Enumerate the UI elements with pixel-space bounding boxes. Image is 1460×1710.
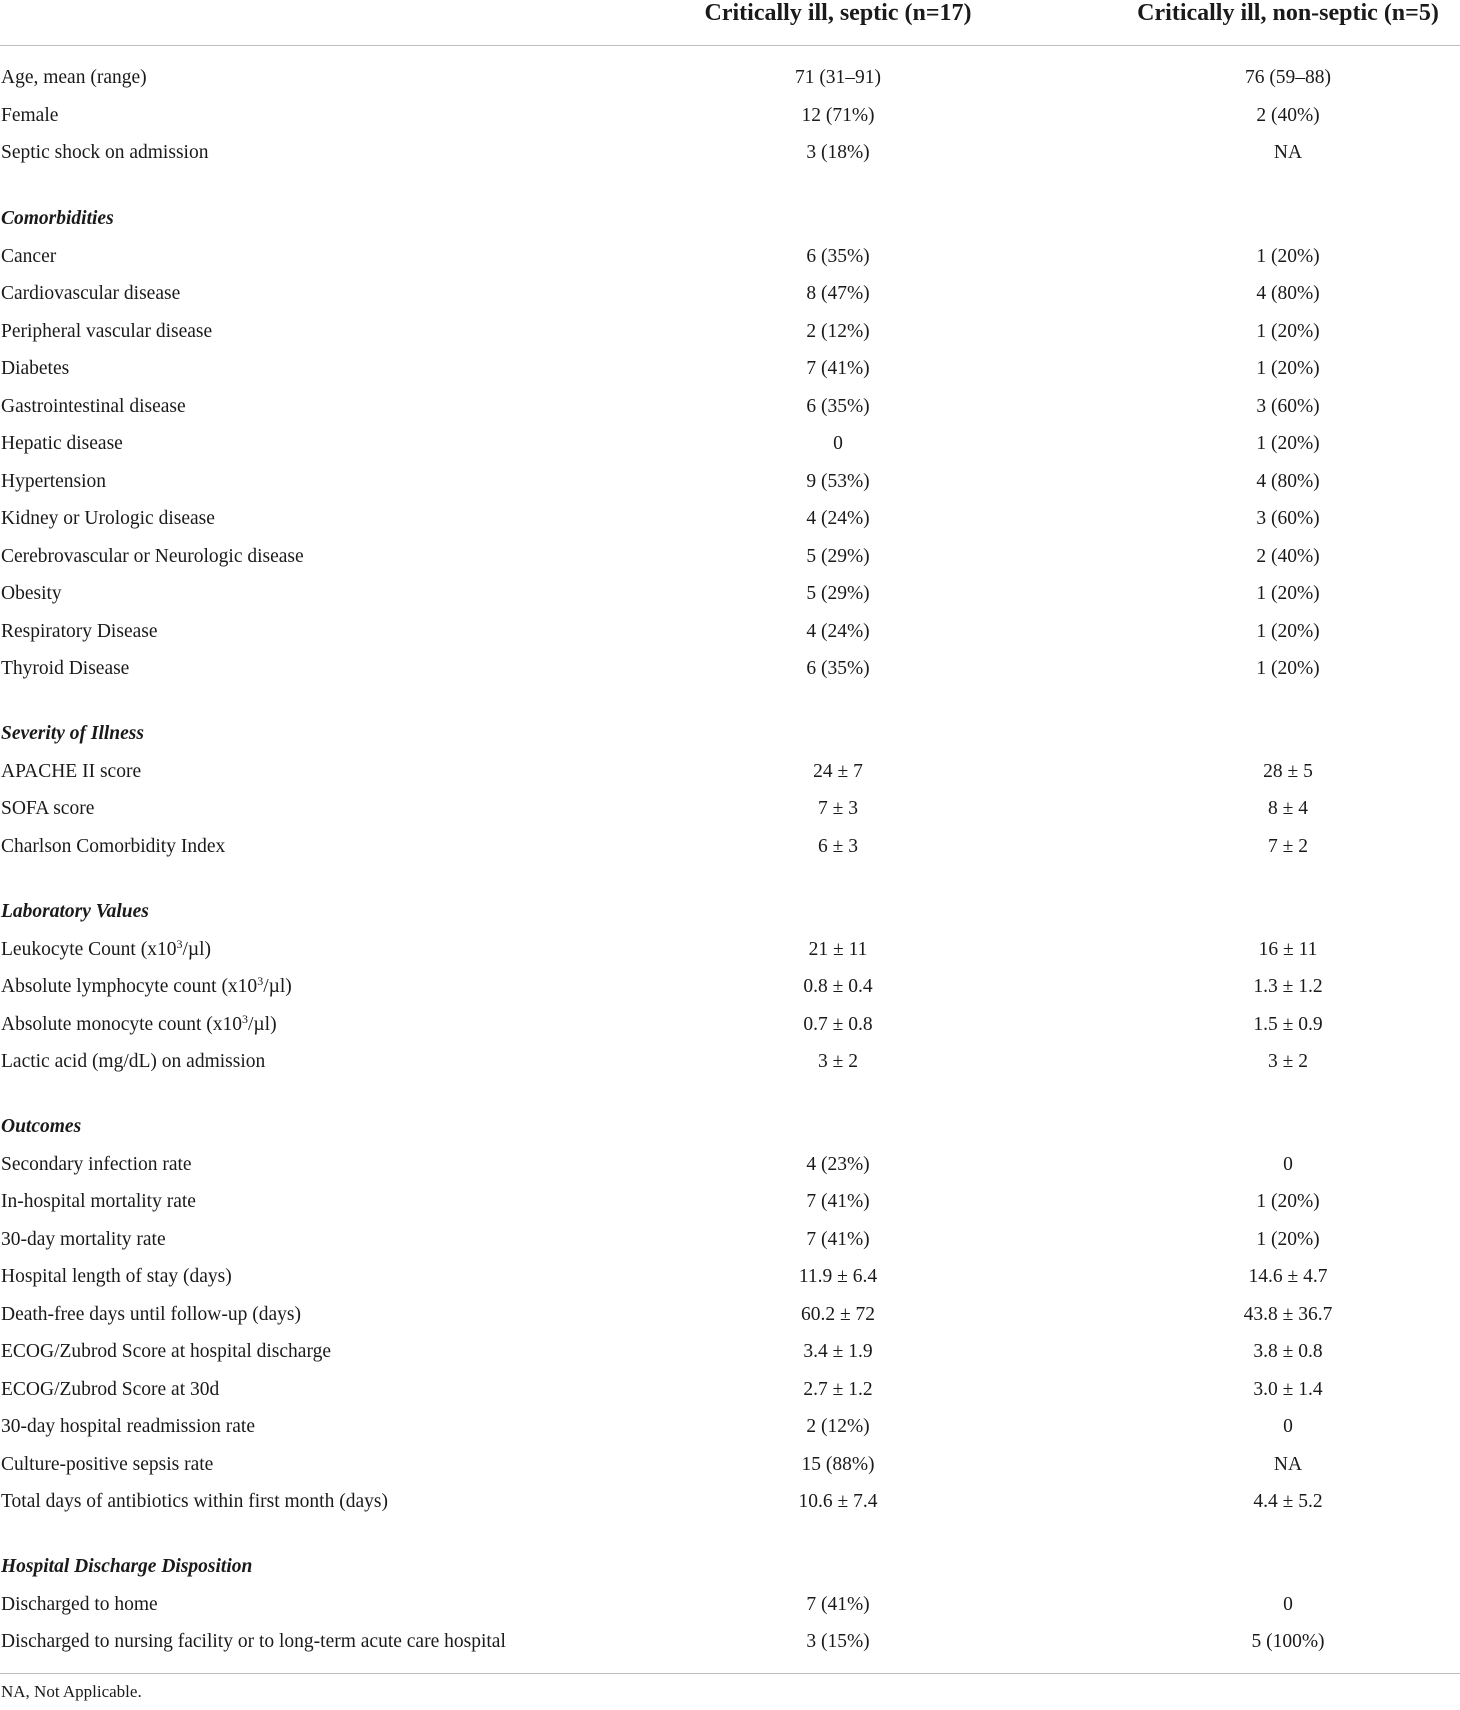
unit-suffix: /µl) — [263, 976, 292, 997]
table-row — [0, 1408, 1460, 1446]
septic-value: 4 (24%) — [806, 620, 870, 642]
septic-value: 3 (18%) — [806, 142, 870, 163]
table-header-septic: Critically ill, septic (n=17) — [704, 0, 972, 26]
row-label-text: Leukocyte Count — [1, 938, 136, 960]
septic-value: 7 (41%) — [806, 1228, 870, 1250]
septic-value: 6 (35%) — [806, 245, 870, 267]
septic-value: 0.7 ± 0.8 — [803, 1013, 873, 1035]
table-row — [0, 1183, 1460, 1221]
section-title-severity: Severity of Illness — [1, 723, 144, 744]
non-septic-value: 3 (60%) — [1256, 395, 1320, 417]
row-label: Cancer — [1, 245, 57, 267]
septic-value: 8 (47%) — [806, 283, 870, 304]
non-septic-value: 1 (20%) — [1256, 320, 1320, 342]
unit-exponent: 3 — [257, 973, 264, 988]
septic-value: 3 (15%) — [806, 1631, 870, 1652]
table-row — [0, 1623, 1460, 1661]
septic-value: 3.4 ± 1.9 — [803, 1341, 873, 1362]
table-row — [0, 1043, 1460, 1081]
unit-suffix: /µl) — [248, 1013, 277, 1035]
table-row — [0, 1371, 1460, 1409]
row-label: Cardiovascular disease — [1, 283, 181, 304]
septic-value: 15 (88%) — [801, 1453, 875, 1475]
row-label: Hospital length of stay (days) — [1, 1266, 232, 1287]
row-label — [1, 931, 211, 969]
septic-value: 0 — [833, 433, 843, 454]
non-septic-value: 1 (20%) — [1256, 620, 1320, 642]
row-label: Female — [1, 104, 59, 126]
non-septic-value: 1 (20%) — [1256, 658, 1320, 679]
row-label: ECOG/Zubrod Score at 30d — [1, 1378, 220, 1400]
septic-value: 6 (35%) — [806, 395, 870, 417]
row-label: Death-free days until follow-up (days) — [1, 1303, 301, 1325]
table-row — [0, 650, 1460, 688]
table-row — [0, 500, 1460, 538]
septic-value: 7 (41%) — [806, 1191, 870, 1212]
table-row — [0, 388, 1460, 426]
non-septic-value: 1.3 ± 1.2 — [1253, 976, 1323, 997]
row-label: Diabetes — [1, 358, 70, 379]
septic-value: 3 ± 2 — [818, 1051, 858, 1072]
row-label — [1, 1006, 277, 1044]
row-label: Culture-positive sepsis rate — [1, 1453, 214, 1475]
non-septic-value: 43.8 ± 36.7 — [1243, 1303, 1333, 1325]
septic-value: 6 ± 3 — [818, 835, 858, 857]
row-label: Gastrointestinal disease — [1, 395, 186, 417]
non-septic-value: 4.4 ± 5.2 — [1253, 1491, 1323, 1512]
row-label: Respiratory Disease — [1, 620, 158, 642]
table-row — [0, 1586, 1460, 1624]
table-row — [0, 753, 1460, 791]
non-septic-value: 1 (20%) — [1256, 433, 1320, 454]
table-row — [0, 1146, 1460, 1184]
non-septic-value: 3 ± 2 — [1268, 1051, 1308, 1072]
non-septic-value: 1 (20%) — [1256, 583, 1320, 604]
non-septic-value: 3.8 ± 0.8 — [1253, 1341, 1323, 1362]
row-label: Discharged to nursing facility or to long-term acute care hospital — [1, 1631, 506, 1652]
footnote: NA, Not Applicable. — [1, 1682, 142, 1701]
table-row — [0, 1333, 1460, 1371]
non-septic-value: NA — [1273, 1453, 1303, 1475]
septic-value: 60.2 ± 72 — [800, 1303, 876, 1325]
row-label: Secondary infection rate — [1, 1153, 192, 1175]
septic-value: 24 ± 7 — [813, 760, 863, 782]
unit-prefix: (x10 — [140, 938, 177, 960]
non-septic-value: 2 (40%) — [1256, 104, 1320, 126]
non-septic-value: 4 (80%) — [1256, 470, 1320, 492]
septic-value: 7 ± 3 — [818, 798, 858, 819]
non-septic-value: 3.0 ± 1.4 — [1253, 1378, 1323, 1400]
section-title-comorbidities: Comorbidities — [1, 208, 114, 229]
table-row — [0, 134, 1460, 172]
section-title-outcomes: Outcomes — [1, 1116, 82, 1137]
non-septic-value: 2 (40%) — [1256, 545, 1320, 567]
section-title-disposition: Hospital Discharge Disposition — [1, 1556, 253, 1577]
table-row — [0, 538, 1460, 576]
septic-value: 9 (53%) — [806, 470, 870, 492]
septic-value: 2 (12%) — [806, 1416, 870, 1437]
septic-value: 0.8 ± 0.4 — [803, 976, 873, 997]
section-title-laboratory: Laboratory Values — [1, 901, 149, 922]
unit-prefix: (x10 — [221, 976, 258, 997]
table-row — [0, 313, 1460, 351]
septic-value: 71 (31–91) — [794, 67, 882, 88]
septic-value: 7 (41%) — [806, 1593, 870, 1615]
row-label: Kidney or Urologic disease — [1, 508, 215, 529]
non-septic-value: 1 (20%) — [1256, 1191, 1320, 1212]
row-label: Total days of antibiotics within first month (days) — [1, 1491, 388, 1512]
non-septic-value: 0 — [1283, 1416, 1293, 1437]
non-septic-value: 14.6 ± 4.7 — [1248, 1266, 1328, 1287]
septic-value: 4 (24%) — [806, 508, 870, 529]
non-septic-value: 8 ± 4 — [1268, 798, 1308, 819]
table-row — [0, 97, 1460, 135]
row-label: 30-day hospital readmission rate — [1, 1416, 255, 1437]
septic-value: 11.9 ± 6.4 — [798, 1266, 878, 1287]
row-label: Hepatic disease — [1, 433, 123, 454]
row-label: Lactic acid (mg/dL) on admission — [1, 1051, 266, 1072]
row-label: SOFA score — [1, 798, 95, 819]
septic-value: 12 (71%) — [801, 104, 875, 126]
unit-suffix: /µl) — [182, 938, 212, 960]
table-row — [0, 790, 1460, 828]
header-rule — [0, 45, 1460, 46]
table-row — [0, 238, 1460, 276]
non-septic-value: 4 (80%) — [1256, 283, 1320, 304]
table-row — [0, 1221, 1460, 1259]
table-row — [0, 931, 1460, 969]
row-label: Thyroid Disease — [1, 658, 130, 679]
row-label: Hypertension — [1, 470, 107, 492]
non-septic-value: 7 ± 2 — [1268, 835, 1308, 857]
non-septic-value: 0 — [1283, 1593, 1293, 1615]
non-septic-value: 1.5 ± 0.9 — [1253, 1013, 1323, 1035]
non-septic-value: 76 (59–88) — [1244, 67, 1332, 88]
table-row — [0, 575, 1460, 613]
septic-value: 5 (29%) — [806, 583, 870, 604]
row-label: Charlson Comorbidity Index — [1, 835, 226, 857]
row-label: In-hospital mortality rate — [1, 1191, 196, 1212]
row-label: ECOG/Zubrod Score at hospital discharge — [1, 1341, 331, 1362]
septic-value: 10.6 ± 7.4 — [798, 1491, 878, 1512]
unit-exponent: 3 — [242, 1011, 249, 1026]
table-row — [0, 275, 1460, 313]
row-label: Septic shock on admission — [1, 142, 209, 163]
table-row — [0, 1006, 1460, 1044]
septic-value: 6 (35%) — [806, 658, 870, 679]
unit-prefix: (x10 — [206, 1013, 243, 1035]
non-septic-value: 5 (100%) — [1251, 1631, 1325, 1652]
septic-value: 5 (29%) — [806, 545, 870, 567]
table-row — [0, 463, 1460, 501]
row-label: Cerebrovascular or Neurologic disease — [1, 545, 304, 567]
table-row — [0, 1446, 1460, 1484]
non-septic-value: 1 (20%) — [1256, 358, 1320, 379]
row-label — [1, 968, 292, 1006]
septic-value: 21 ± 11 — [808, 938, 868, 960]
septic-value: 2 (12%) — [806, 320, 870, 342]
non-septic-value: 16 ± 11 — [1258, 938, 1318, 960]
non-septic-value: 1 (20%) — [1256, 245, 1320, 267]
row-label: Discharged to home — [1, 1593, 158, 1615]
row-label: Obesity — [1, 583, 62, 604]
non-septic-value: 3 (60%) — [1256, 508, 1320, 529]
septic-value: 2.7 ± 1.2 — [803, 1378, 873, 1400]
septic-value: 7 (41%) — [806, 358, 870, 379]
table-row — [0, 1296, 1460, 1334]
table-row — [0, 350, 1460, 388]
septic-value: 4 (23%) — [806, 1153, 870, 1175]
non-septic-value: 28 ± 5 — [1263, 760, 1313, 782]
table-row — [0, 1258, 1460, 1296]
table-header-non-septic: Critically ill, non-septic (n=5) — [1137, 0, 1439, 26]
table-row — [0, 425, 1460, 463]
row-label: Age, mean (range) — [1, 67, 147, 88]
non-septic-value: NA — [1273, 142, 1303, 163]
table-row — [0, 828, 1460, 866]
row-label: APACHE II score — [1, 760, 142, 782]
non-septic-value: 0 — [1283, 1153, 1293, 1175]
table-row — [0, 1483, 1460, 1521]
row-label-text: Absolute lymphocyte count — [1, 976, 217, 997]
table-row — [0, 968, 1460, 1006]
unit-exponent: 3 — [176, 936, 183, 951]
table-row — [0, 613, 1460, 651]
table-row — [0, 59, 1460, 97]
non-septic-value: 1 (20%) — [1256, 1228, 1320, 1250]
row-label-text: Absolute monocyte count — [1, 1013, 202, 1035]
footer-rule — [0, 1673, 1460, 1674]
row-label: 30-day mortality rate — [1, 1228, 166, 1250]
row-label: Peripheral vascular disease — [1, 320, 213, 342]
